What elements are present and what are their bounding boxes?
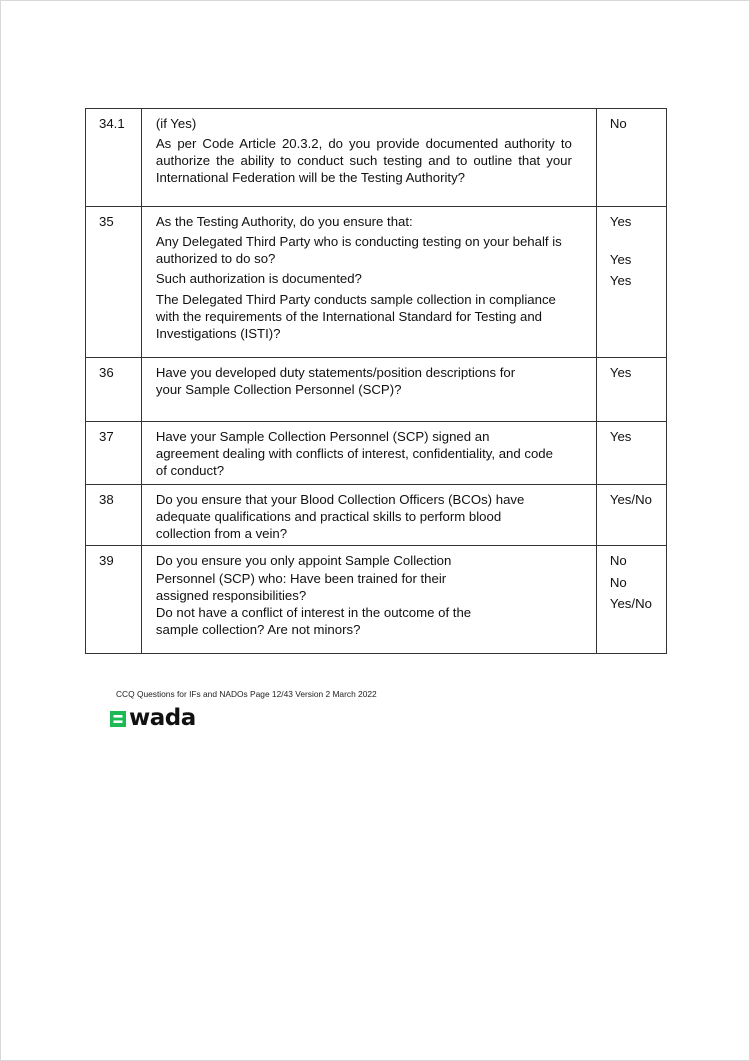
question-text: [141, 109, 596, 207]
question-text: [141, 422, 596, 485]
question-paragraph: As the Testing Authority, do you ensure that:: [155, 214, 413, 229]
answer-cell: [596, 207, 666, 358]
answer-cell: [596, 546, 666, 654]
answer-cell: [596, 358, 666, 422]
page-footer: CCQ Questions for IFs and NADOs Page 12/43 Version 2 March 2022: [116, 689, 377, 699]
question-number: 37: [86, 422, 142, 485]
question-number: 38: [86, 485, 142, 546]
question-paragraph: Do you ensure that your Blood Collection Officers (BCOs) have adequate qualifications and practical skills to perform blood collection from a vein?: [155, 492, 525, 542]
question-text: [141, 207, 596, 358]
question-paragraph: Such authorization is documented?: [155, 271, 362, 287]
question-text: [141, 546, 596, 654]
table-row: [86, 546, 667, 654]
answer-value: No: [609, 553, 627, 569]
answer-cell: [596, 109, 666, 207]
wada-logo-text: wada: [129, 705, 196, 731]
answer-value: No: [609, 116, 627, 131]
answer-value: Yes: [609, 429, 632, 444]
question-paragraph: Do you ensure you only appoint Sample Collection Personnel (SCP) who: Have been trained for their assigned responsibilities?: [155, 553, 452, 603]
question-paragraph: As per Code Article 20.3.2, do you provide documented authority to authorize the ability to conduct such testing and to outline that your International Federation will be the Testing Authority?: [155, 136, 572, 186]
question-number: 34.1: [86, 109, 142, 207]
question-paragraph: Do not have a conflict of interest in the outcome of the sample collection? Are not minors?: [155, 604, 472, 638]
question-number: 39: [86, 546, 142, 654]
question-paragraph: Have your Sample Collection Personnel (SCP) signed an agreement dealing with conflicts of interest, confidentiality, and code of conduct?: [155, 429, 553, 479]
table-row: [86, 422, 667, 485]
table-row: [86, 485, 667, 546]
answer-value: Yes: [609, 214, 632, 229]
question-paragraph: (if Yes): [155, 116, 197, 131]
wada-logo-icon: [110, 711, 126, 727]
answer-value: Yes: [609, 273, 632, 289]
answer-cell: [596, 485, 666, 546]
table-row: [86, 109, 667, 207]
wada-logo: [110, 707, 196, 730]
answer-cell: [596, 422, 666, 485]
question-number: 36: [86, 358, 142, 422]
question-text: [141, 485, 596, 546]
question-paragraph: The Delegated Third Party conducts sample collection in compliance with the requirements of the International Standard for Testing and Investigations (ISTI)?: [155, 291, 556, 341]
table-row: [86, 207, 667, 358]
table-row: [86, 358, 667, 422]
question-text: [141, 358, 596, 422]
answer-value: Yes: [609, 252, 632, 268]
question-paragraph: Have you developed duty statements/position descriptions for your Sample Collection Personnel (SCP)?: [155, 365, 516, 398]
answer-value: Yes/No: [609, 595, 652, 611]
answer-value: Yes: [609, 365, 632, 380]
question-number: 35: [86, 207, 142, 358]
answer-value: Yes/No: [609, 492, 652, 507]
answer-value: No: [609, 574, 627, 590]
ccq-questions-table: [85, 108, 667, 654]
question-paragraph: Any Delegated Third Party who is conducting testing on your behalf is authorized to do so?: [155, 234, 562, 267]
